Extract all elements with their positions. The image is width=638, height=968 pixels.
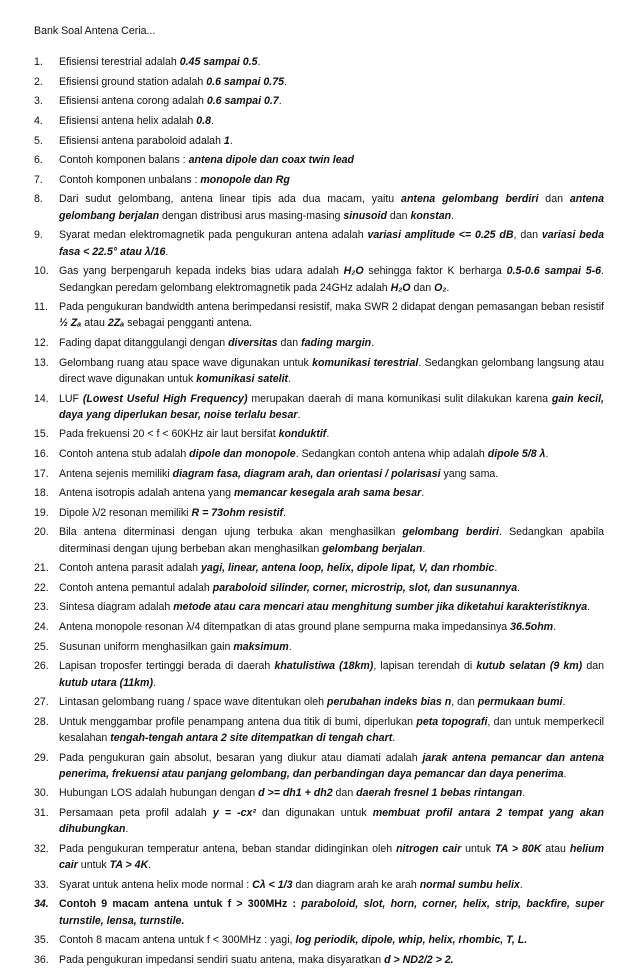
list-item bbox=[34, 841, 604, 874]
body-text: . bbox=[421, 487, 425, 500]
list-item-number: 33. bbox=[34, 878, 49, 891]
emphasis-text: TA > 80K bbox=[494, 842, 542, 855]
list-item-number: 25. bbox=[34, 640, 49, 653]
body-text: Contoh antena pemantul adalah bbox=[59, 581, 213, 594]
body-text: Antena isotropis adalah antena yang bbox=[59, 487, 234, 500]
emphasis-text: TA > 4K bbox=[109, 859, 149, 872]
emphasis-text: dipole dan monopole bbox=[189, 447, 296, 460]
body-text: Untuk menggambar profile penampang antena dua titik di bumi, diperlukan bbox=[59, 715, 417, 728]
body-text: . Sedangkan apabila diterminasi dengan ujung berbeban akan menghasilkan bbox=[59, 526, 604, 555]
list-item-number: 30. bbox=[34, 787, 49, 800]
emphasis-text: 36.5ohm bbox=[510, 621, 554, 634]
body-text: Antena monopole resonan λ/4 ditempatkan di atas ground plane sempurna maka impedansinya bbox=[59, 621, 511, 634]
list-item bbox=[34, 896, 604, 929]
body-text: LUF bbox=[59, 392, 83, 405]
emphasis-text: 0.45 sampai 0.5 bbox=[179, 56, 258, 69]
emphasis-text: antena dipole dan coax twin lead bbox=[188, 154, 354, 167]
list-item bbox=[34, 877, 604, 893]
emphasis-text: monopole dan Rg bbox=[200, 173, 290, 186]
body-text: . bbox=[283, 506, 286, 519]
emphasis-text: permukaan bumi bbox=[477, 696, 563, 709]
body-text: Pada pengukuran gain absolut, besaran yang diukur atau diamati adalah bbox=[59, 751, 423, 764]
emphasis-text: d >= dh1 + dh2 bbox=[258, 787, 333, 800]
emphasis-text: gelombang berjalan bbox=[322, 542, 423, 555]
body-text: Contoh komponen balans : bbox=[59, 154, 189, 167]
emphasis-text: komunikasi terestrial bbox=[312, 356, 419, 369]
body-text: dan bbox=[538, 193, 570, 206]
emphasis-text: 2Zₐ bbox=[107, 317, 125, 330]
list-item-number: 31. bbox=[34, 807, 49, 820]
body-text: . bbox=[165, 245, 169, 258]
body-text: . bbox=[153, 676, 156, 689]
list-item-number: 14. bbox=[34, 392, 49, 405]
list-item bbox=[34, 639, 604, 655]
list-item bbox=[34, 580, 604, 596]
list-item-number: 20. bbox=[34, 526, 49, 539]
emphasis-text: y = -cx² bbox=[212, 807, 256, 820]
list-item-number: 9. bbox=[34, 229, 43, 242]
body-text: . bbox=[563, 767, 567, 780]
body-text: Efisiensi antena corong adalah bbox=[59, 95, 207, 108]
emphasis-text: peta topografi bbox=[416, 715, 488, 728]
emphasis-text: paraboloid, slot, horn, corner, helix, strip, backfire, super turnstile, lensa, turnstile. bbox=[59, 898, 604, 927]
list-item bbox=[34, 750, 604, 783]
body-text: . Sedangkan peredam gelombang elektromagnetik pada 24GHz adalah bbox=[59, 265, 604, 294]
body-text: Antena sejenis memiliki bbox=[59, 467, 173, 480]
body-text: . bbox=[210, 115, 214, 128]
body-text: . bbox=[517, 581, 521, 594]
emphasis-text: memancar kesegala arah sama besar bbox=[233, 487, 422, 500]
list-item-number: 5. bbox=[34, 134, 43, 147]
body-text: Sintesa diagram adalah bbox=[59, 601, 174, 614]
emphasis-text: sinusoid bbox=[343, 209, 387, 222]
list-item-number: 12. bbox=[34, 337, 49, 350]
body-text: . Sedangkan contoh antena whip adalah bbox=[295, 447, 488, 460]
body-text: Dari sudut gelombang, antena linear tipis ada dua macam, yaitu bbox=[59, 193, 402, 206]
emphasis-text: helium cair bbox=[59, 842, 604, 872]
list-item bbox=[34, 299, 604, 332]
body-text: Contoh komponen unbalans : bbox=[59, 173, 201, 186]
list-item bbox=[34, 932, 604, 948]
list-item bbox=[34, 599, 604, 615]
list-item-number: 22. bbox=[34, 581, 49, 594]
list-item bbox=[34, 152, 604, 168]
emphasis-text: variasi amplitude <= 0.25 dB bbox=[367, 229, 514, 242]
list-item-number: 35. bbox=[34, 934, 49, 947]
body-text: merupakan daerah di mana komunikasi sulit dilakukan karena bbox=[247, 392, 552, 405]
list-item bbox=[34, 505, 604, 521]
body-text: Efisiensi terestrial adalah bbox=[59, 56, 180, 69]
body-text: . bbox=[148, 859, 152, 872]
list-item-number: 29. bbox=[34, 751, 49, 764]
body-text: . bbox=[545, 447, 549, 460]
body-text: . bbox=[125, 823, 129, 836]
body-text: . bbox=[371, 337, 375, 350]
body-text: . bbox=[562, 696, 566, 709]
body-text: . bbox=[451, 209, 455, 222]
body-text: dan bbox=[332, 787, 357, 800]
body-text: dengan distribusi arus masing-masing bbox=[159, 209, 344, 222]
emphasis-text: ½ Zₐ bbox=[59, 317, 82, 330]
body-text: Efisiensi antena helix adalah bbox=[59, 115, 197, 128]
list-item bbox=[34, 658, 604, 691]
list-item bbox=[34, 785, 604, 801]
body-text: dan diagram arah ke arah bbox=[292, 878, 420, 891]
emphasis-text: antena gelombang berdiri bbox=[401, 193, 539, 206]
body-text: . bbox=[297, 408, 301, 421]
list-item-number: 36. bbox=[34, 953, 49, 966]
emphasis-text: fading margin bbox=[301, 337, 372, 350]
body-text: Pada pengukuran bandwidth antena berimpedansi resistif, maka SWR 2 didapat dengan pemasangan beban resistif bbox=[59, 301, 604, 314]
emphasis-text: R = 73ohm resistif bbox=[191, 506, 284, 519]
emphasis-text: kutub utara (11km) bbox=[59, 676, 153, 689]
list-item bbox=[34, 263, 604, 296]
emphasis-text: daerah fresnel 1 bebas rintangan bbox=[356, 787, 523, 800]
body-text: . Sedangkan gelombang langsung atau direct wave digunakan untuk bbox=[59, 356, 604, 385]
emphasis-text: 0.5-0.6 sampai 5-6 bbox=[506, 265, 602, 278]
body-text: dan bbox=[277, 337, 302, 350]
body-text: Susunan uniform menghasilkan gain bbox=[59, 640, 234, 653]
body-text: Contoh 9 macam antena untuk f > 300MHz : bbox=[59, 898, 302, 911]
emphasis-text: khatulistiwa (18km) bbox=[274, 660, 374, 673]
list-item bbox=[34, 113, 604, 129]
list-item bbox=[34, 694, 604, 710]
list-item-number: 19. bbox=[34, 506, 49, 519]
body-text: sehingga faktor K berharga bbox=[363, 265, 507, 278]
emphasis-text: log periodik, dipole, whip, helix, rhombic, T, L. bbox=[295, 934, 528, 947]
body-text: . bbox=[288, 372, 292, 385]
emphasis-text: antena gelombang berjalan bbox=[59, 193, 605, 222]
list-item bbox=[34, 227, 604, 260]
emphasis-text: konstan bbox=[410, 209, 452, 222]
list-item-number: 16. bbox=[34, 447, 49, 460]
body-text: Pada pengukuran impedansi sendiri suatu antena, maka disyaratkan bbox=[59, 953, 385, 966]
list-item-number: 17. bbox=[34, 467, 49, 480]
list-item bbox=[34, 93, 604, 109]
list-item-number: 34. bbox=[34, 898, 49, 911]
body-text: Efisiensi ground station adalah bbox=[59, 75, 207, 88]
emphasis-text: normal sumbu helix bbox=[419, 878, 520, 891]
emphasis-text: paraboloid silinder, corner, microstrip, slot, dan susunannya bbox=[212, 581, 518, 594]
list-item-number: 7. bbox=[34, 173, 43, 186]
emphasis-text: maksimum bbox=[233, 640, 289, 653]
body-text: dan bbox=[582, 660, 604, 673]
list-item-number: 26. bbox=[34, 660, 49, 673]
emphasis-text: konduktif bbox=[278, 428, 327, 441]
body-text: . bbox=[229, 134, 233, 147]
list-item-number: 23. bbox=[34, 601, 49, 614]
list-item bbox=[34, 560, 604, 576]
body-text: . bbox=[326, 428, 330, 441]
list-item bbox=[34, 619, 604, 635]
body-text: dan bbox=[386, 209, 411, 222]
emphasis-text: H₂O bbox=[390, 281, 411, 294]
body-text: Contoh antena parasit adalah bbox=[59, 562, 201, 575]
emphasis-text: 0.6 sampai 0.7 bbox=[206, 95, 279, 108]
emphasis-text: 0.6 sampai 0.75 bbox=[206, 75, 284, 88]
list-item-number: 21. bbox=[34, 562, 49, 575]
list-item-number: 8. bbox=[34, 193, 43, 206]
body-text: . bbox=[278, 95, 282, 108]
body-text: . bbox=[494, 562, 498, 575]
emphasis-text: dipole 5/8 λ bbox=[487, 447, 546, 460]
body-text: . bbox=[257, 56, 261, 69]
body-text: sebagai pengganti antena. bbox=[124, 317, 253, 330]
list-item-number: 3. bbox=[34, 95, 43, 108]
list-item-number: 15. bbox=[34, 428, 49, 441]
body-text: yang sama. bbox=[440, 467, 499, 480]
list-item bbox=[34, 172, 604, 188]
emphasis-text: yagi, linear, antena loop, helix, dipole lipat, V, dan rhombic bbox=[200, 562, 495, 575]
list-item-number: 28. bbox=[34, 715, 49, 728]
list-item-number: 1. bbox=[34, 56, 43, 69]
emphasis-text: (Lowest Useful High Frequency) bbox=[82, 392, 248, 405]
body-text: . bbox=[519, 878, 523, 891]
list-item-number: 11. bbox=[34, 301, 48, 314]
list-item bbox=[34, 355, 604, 388]
body-text: Efisiensi antena paraboloid adalah bbox=[59, 134, 224, 147]
emphasis-text: variasi beda fasa < 22.5° atau λ/16 bbox=[59, 229, 604, 258]
list-item bbox=[34, 391, 604, 424]
body-text: . bbox=[587, 601, 591, 614]
emphasis-text: perubahan indeks bias n bbox=[326, 696, 452, 709]
list-item-number: 2. bbox=[34, 75, 43, 88]
list-item-number: 18. bbox=[34, 487, 49, 500]
emphasis-text: tengah-tengah antara 2 site ditempatkan di tengah chart bbox=[110, 732, 393, 744]
body-text: . bbox=[422, 542, 426, 555]
list-item bbox=[34, 191, 604, 224]
emphasis-text: gelombang berdiri bbox=[402, 526, 499, 539]
list-item-number: 32. bbox=[34, 842, 49, 855]
list-item bbox=[34, 952, 604, 968]
body-text: . bbox=[522, 787, 526, 800]
body-text: Lintasan gelombang ruang / space wave ditentukan oleh bbox=[59, 696, 327, 709]
body-text: Gas yang berpengaruh kepada indeks bias udara adalah bbox=[59, 265, 344, 278]
emphasis-text: komunikasi satelit bbox=[196, 372, 289, 385]
body-text: untuk bbox=[461, 842, 495, 855]
list-item bbox=[34, 133, 604, 149]
body-text: , dan bbox=[513, 229, 542, 242]
emphasis-text: kutub selatan (9 km) bbox=[476, 660, 583, 673]
body-text: Bila antena diterminasi dengan ujung terbuka akan menghasilkan bbox=[59, 526, 403, 539]
body-text: Pada frekuensi 20 < f < 60KHz air laut bersifat bbox=[59, 428, 279, 441]
body-text: dan digunakan untuk bbox=[255, 807, 373, 820]
list-item bbox=[34, 446, 604, 462]
list-item-number: 6. bbox=[34, 154, 43, 167]
list-item bbox=[34, 805, 604, 838]
body-text: . bbox=[553, 621, 557, 634]
body-text: Contoh 8 macam antena untuk f < 300MHz : yagi, bbox=[59, 934, 296, 947]
emphasis-text: H₂O bbox=[343, 265, 364, 278]
body-text: atau bbox=[81, 317, 108, 330]
body-text: Dipole λ/2 resonan memiliki bbox=[59, 506, 192, 519]
list-item-number: 27. bbox=[34, 696, 49, 709]
emphasis-text: diversitas bbox=[228, 337, 278, 350]
emphasis-text: d > ND2/2 > 2. bbox=[384, 953, 454, 966]
emphasis-text: Cλ < 1/3 bbox=[252, 878, 293, 891]
body-text: . bbox=[283, 75, 287, 88]
emphasis-text: membuat profil antara 2 tempat yang akan dihubungkan bbox=[59, 807, 604, 836]
body-text: Syarat untuk antena helix mode normal : bbox=[59, 878, 253, 891]
list-item-number: 4. bbox=[34, 115, 43, 128]
emphasis-text: nitrogen cair bbox=[396, 842, 462, 855]
list-item bbox=[34, 485, 604, 501]
list-item bbox=[34, 714, 604, 747]
body-text: Fading dapat ditanggulangi dengan bbox=[59, 337, 229, 350]
emphasis-text: metode atau cara mencari atau menghitung sumber jika diketahui karakteristiknya bbox=[173, 601, 588, 614]
emphasis-text: O₂ bbox=[434, 281, 447, 294]
body-text: Contoh antena stub adalah bbox=[59, 447, 190, 460]
list-item bbox=[34, 524, 604, 557]
body-text: Pada pengukuran temperatur antena, beban standar didinginkan oleh bbox=[59, 842, 397, 855]
emphasis-text: 1 bbox=[223, 134, 230, 147]
list-item-number: 13. bbox=[34, 356, 49, 369]
emphasis-text: diagram fasa, diagram arah, dan orientasi / polarisasi bbox=[172, 467, 441, 480]
body-text: , dan untuk memperkecil kesalahan bbox=[59, 715, 605, 744]
body-text: dan bbox=[410, 281, 435, 294]
document-title: Bank Soal Antena Ceria... bbox=[34, 25, 156, 37]
body-text: Persamaan peta profil adalah bbox=[59, 807, 213, 820]
list-item bbox=[34, 466, 604, 482]
list-item bbox=[34, 426, 604, 442]
body-text: untuk bbox=[77, 859, 110, 872]
body-text: Syarat medan elektromagnetik pada pengukuran antena adalah bbox=[59, 229, 368, 242]
body-text: . bbox=[288, 640, 292, 653]
question-list bbox=[34, 54, 604, 968]
body-text: , dan bbox=[451, 696, 478, 709]
body-text: Hubungan LOS adalah hubungan dengan bbox=[59, 787, 259, 800]
list-item bbox=[34, 335, 604, 351]
list-item bbox=[34, 54, 604, 70]
body-text: atau bbox=[541, 842, 570, 855]
body-text: , lapisan terendah di bbox=[373, 660, 477, 673]
emphasis-text: jarak antena pemancar dan antena penerima, frekuensi atau panjang gelombang, dan perbandingan daya pemancar dan daya penerima bbox=[59, 751, 604, 780]
emphasis-text: gain kecil, daya yang diperlukan besar, noise terlalu besar bbox=[59, 392, 604, 421]
body-text: . bbox=[392, 732, 396, 744]
list-item-number: 24. bbox=[34, 621, 49, 634]
body-text: Gelombang ruang atau space wave digunakan untuk bbox=[59, 356, 313, 369]
emphasis-text: 0.8 bbox=[196, 115, 211, 128]
body-text: Lapisan troposfer tertinggi berada di daerah bbox=[59, 660, 275, 673]
list-item bbox=[34, 74, 604, 90]
body-text: . bbox=[446, 281, 450, 294]
list-item-number: 10. bbox=[34, 265, 49, 278]
